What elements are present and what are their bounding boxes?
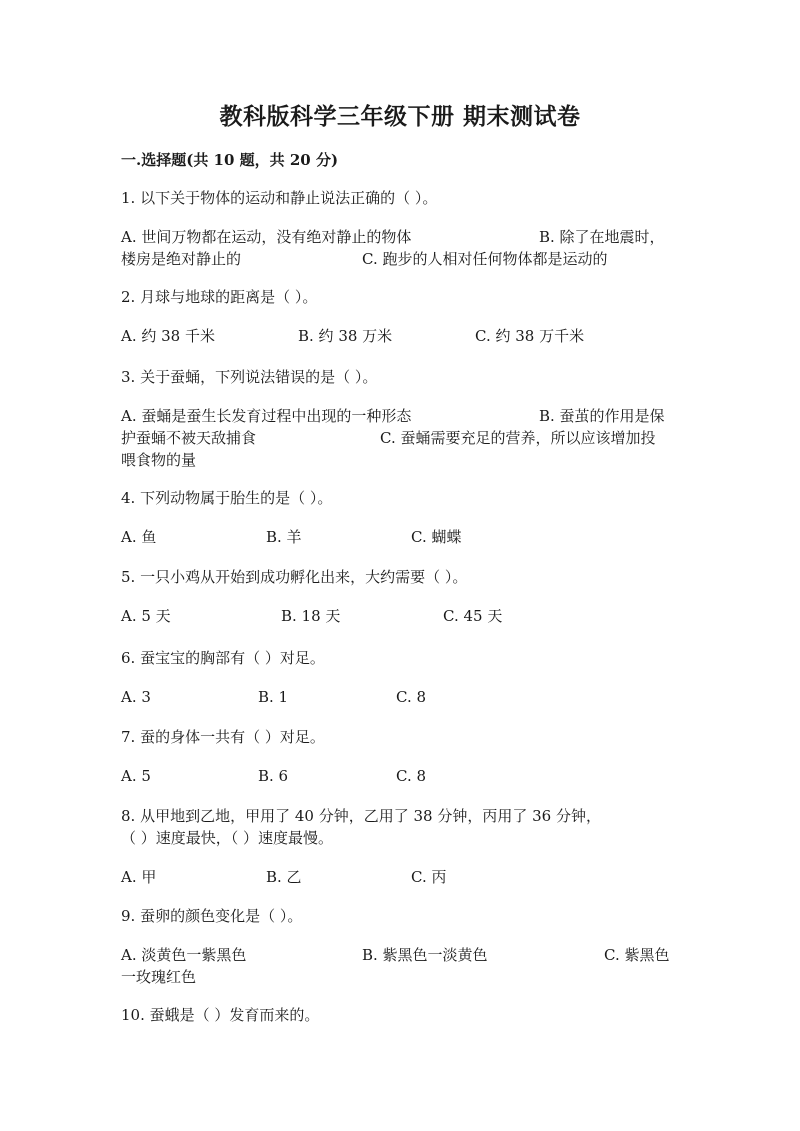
- question-3-option-b-cont: 护蚕蛹不被天敌捕食: [121, 429, 257, 447]
- question-2-option-b: B. 约 38 万米: [298, 327, 393, 345]
- question-8-option-a: A. 甲: [121, 868, 157, 886]
- section-heading: 一.选择题(共 10 题，共 20 分): [121, 151, 339, 169]
- question-9-stem: 9. 蚕卵的颜色变化是（ ）。: [121, 907, 303, 925]
- question-7-stem: 7. 蚕的身体一共有（ ）对足。: [121, 728, 325, 746]
- question-2-option-c: C. 约 38 万千米: [475, 327, 585, 345]
- question-8-option-c: C. 丙: [411, 868, 447, 886]
- question-6-stem: 6. 蚕宝宝的胸部有（ ）对足。: [121, 649, 325, 667]
- question-10-stem: 10. 蚕蛾是（ ）发育而来的。: [121, 1006, 320, 1024]
- question-7-option-c: C. 8: [396, 767, 427, 785]
- question-5-stem: 5. 一只小鸡从开始到成功孵化出来，大约需要（ ）。: [121, 568, 468, 586]
- question-9-option-b: B. 紫黑色一淡黄色: [362, 946, 488, 964]
- question-8-stem: 8. 从甲地到乙地，甲用了 40 分钟，乙用了 38 分钟，丙用了 36 分钟，: [121, 807, 601, 825]
- question-1-option-a: A. 世间万物都在运动，没有绝对静止的物体: [121, 228, 412, 246]
- question-5-option-c: C. 45 天: [443, 607, 503, 625]
- question-4-stem: 4. 下列动物属于胎生的是（ ）。: [121, 489, 333, 507]
- question-3-option-c: C. 蚕蛹需要充足的营养，所以应该增加投: [380, 429, 656, 447]
- question-5-option-a: A. 5 天: [121, 607, 171, 625]
- question-3-stem: 3. 关于蚕蛹，下列说法错误的是（ ）。: [121, 368, 378, 386]
- question-3-option-a: A. 蚕蛹是蚕生长发育过程中出现的一种形态: [121, 407, 412, 425]
- question-7-option-a: A. 5: [121, 767, 151, 785]
- question-2-stem: 2. 月球与地球的距离是（ ）。: [121, 288, 318, 306]
- question-4-option-b: B. 羊: [266, 528, 302, 546]
- question-7-option-b: B. 6: [258, 767, 289, 785]
- question-9-option-c-cont: 一玫瑰红色: [121, 968, 197, 986]
- question-2-option-a: A. 约 38 千米: [121, 327, 215, 345]
- question-1-option-b-cont: 楼房是绝对静止的: [121, 250, 242, 268]
- question-6-option-b: B. 1: [258, 688, 289, 706]
- question-4-option-c: C. 蝴蝶: [411, 528, 462, 546]
- question-3-option-b: B. 蚕茧的作用是保: [539, 407, 665, 425]
- question-6-option-c: C. 8: [396, 688, 427, 706]
- question-5-option-b: B. 18 天: [281, 607, 341, 625]
- question-9-option-a: A. 淡黄色一紫黑色: [121, 946, 247, 964]
- question-8-stem-cont: （ ）速度最快，（ ）速度最慢。: [121, 829, 334, 847]
- question-8-option-b: B. 乙: [266, 868, 302, 886]
- question-1-option-b: B. 除了在地震时，: [539, 228, 665, 246]
- question-9-option-c: C. 紫黑色: [604, 946, 670, 964]
- question-3-option-c-cont: 喂食物的量: [121, 451, 197, 469]
- page-title: 教科版科学三年级下册 期末测试卷: [219, 103, 581, 130]
- question-1-option-c: C. 跑步的人相对任何物体都是运动的: [362, 250, 608, 268]
- question-4-option-a: A. 鱼: [121, 528, 157, 546]
- question-1-stem: 1. 以下关于物体的运动和静止说法正确的（ ）。: [121, 189, 438, 207]
- question-6-option-a: A. 3: [121, 688, 151, 706]
